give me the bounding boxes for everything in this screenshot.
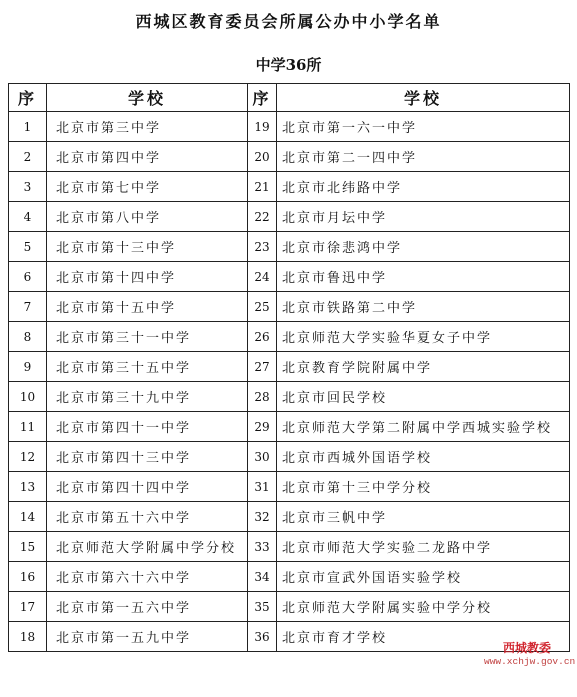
school-name-cell: 北京市第一五九中学 <box>47 622 248 652</box>
school-name-cell: 北京市第四中学 <box>47 142 248 172</box>
school-name-cell: 北京市第一五六中学 <box>47 592 248 622</box>
row-number-cell: 3 <box>9 172 47 202</box>
school-name-cell: 北京师范大学实验华夏女子中学 <box>277 322 570 352</box>
header-number-right: 序 <box>248 84 277 112</box>
school-name-cell: 北京市第三中学 <box>47 112 248 142</box>
school-name-cell: 北京市月坛中学 <box>277 202 570 232</box>
table-row <box>9 502 570 532</box>
row-number-cell: 12 <box>9 442 47 472</box>
row-number-cell: 30 <box>248 442 277 472</box>
school-name-cell: 北京师范大学第二附属中学西城实验学校 <box>277 412 570 442</box>
school-name-cell: 北京市第十四中学 <box>47 262 248 292</box>
row-number-cell: 17 <box>9 592 47 622</box>
table-row <box>9 622 570 652</box>
row-number-cell: 22 <box>248 202 277 232</box>
table-row <box>9 532 570 562</box>
table-row <box>9 292 570 322</box>
row-number-cell: 26 <box>248 322 277 352</box>
row-number-cell: 19 <box>248 112 277 142</box>
table-row <box>9 262 570 292</box>
row-number-cell: 34 <box>248 562 277 592</box>
school-name-cell: 北京市师范大学实验二龙路中学 <box>277 532 570 562</box>
table-row <box>9 472 570 502</box>
table-header-row <box>9 84 570 112</box>
school-name-cell: 北京市鲁迅中学 <box>277 262 570 292</box>
school-name-cell: 北京市第一六一中学 <box>277 112 570 142</box>
school-name-cell: 北京市第二一四中学 <box>277 142 570 172</box>
row-number-cell: 13 <box>9 472 47 502</box>
school-name-cell: 北京市第十三中学分校 <box>277 472 570 502</box>
row-number-cell: 15 <box>9 532 47 562</box>
row-number-cell: 8 <box>9 322 47 352</box>
school-name-cell: 北京市第三十一中学 <box>47 322 248 352</box>
row-number-cell: 1 <box>9 112 47 142</box>
school-name-cell: 北京市第十五中学 <box>47 292 248 322</box>
row-number-cell: 2 <box>9 142 47 172</box>
table-row <box>9 592 570 622</box>
school-name-cell: 北京市徐悲鸿中学 <box>277 232 570 262</box>
row-number-cell: 32 <box>248 502 277 532</box>
table-row <box>9 232 570 262</box>
school-name-cell: 北京市西城外国语学校 <box>277 442 570 472</box>
school-name-cell: 北京教育学院附属中学 <box>277 352 570 382</box>
row-number-cell: 7 <box>9 292 47 322</box>
row-number-cell: 5 <box>9 232 47 262</box>
school-name-cell: 北京市第四十四中学 <box>47 472 248 502</box>
row-number-cell: 28 <box>248 382 277 412</box>
document-subtitle: 中学36所 <box>255 56 322 74</box>
school-name-cell: 北京师范大学附属实验中学分校 <box>277 592 570 622</box>
table-row <box>9 442 570 472</box>
table-row <box>9 412 570 442</box>
header-school-right: 学校 <box>277 84 570 112</box>
school-list-table <box>8 83 570 652</box>
row-number-cell: 35 <box>248 592 277 622</box>
table-body <box>9 112 570 652</box>
document-title: 西城区教育委员会所属公办中小学名单 <box>135 12 442 31</box>
row-number-cell: 33 <box>248 532 277 562</box>
row-number-cell: 6 <box>9 262 47 292</box>
row-number-cell: 9 <box>9 352 47 382</box>
school-name-cell: 北京市三帆中学 <box>277 502 570 532</box>
school-name-cell: 北京市第十三中学 <box>47 232 248 262</box>
table-row <box>9 142 570 172</box>
row-number-cell: 27 <box>248 352 277 382</box>
row-number-cell: 14 <box>9 502 47 532</box>
row-number-cell: 36 <box>248 622 277 652</box>
table-row <box>9 172 570 202</box>
header-number-left: 序 <box>9 84 47 112</box>
row-number-cell: 24 <box>248 262 277 292</box>
table-row <box>9 112 570 142</box>
row-number-cell: 25 <box>248 292 277 322</box>
watermark-url: www.xchjw.gov.cn <box>484 656 576 667</box>
table-row <box>9 202 570 232</box>
school-name-cell: 北京市回民学校 <box>277 382 570 412</box>
school-name-cell: 北京市第三十五中学 <box>47 352 248 382</box>
table-row <box>9 322 570 352</box>
table-row <box>9 352 570 382</box>
school-name-cell: 北京市第四十一中学 <box>47 412 248 442</box>
table-row <box>9 382 570 412</box>
row-number-cell: 16 <box>9 562 47 592</box>
school-name-cell: 北京市铁路第二中学 <box>277 292 570 322</box>
school-name-cell: 北京市第四十三中学 <box>47 442 248 472</box>
header-school-left: 学校 <box>47 84 248 112</box>
row-number-cell: 29 <box>248 412 277 442</box>
school-name-cell: 北京市第八中学 <box>47 202 248 232</box>
row-number-cell: 11 <box>9 412 47 442</box>
school-name-cell: 北京市宣武外国语实验学校 <box>277 562 570 592</box>
row-number-cell: 18 <box>9 622 47 652</box>
watermark-logo-text: 西城教委 <box>503 641 552 655</box>
school-name-cell: 北京市北纬路中学 <box>277 172 570 202</box>
school-name-cell: 北京师范大学附属中学分校 <box>47 532 248 562</box>
school-name-cell: 北京市第七中学 <box>47 172 248 202</box>
row-number-cell: 10 <box>9 382 47 412</box>
table-row <box>9 562 570 592</box>
school-name-cell: 北京市第六十六中学 <box>47 562 248 592</box>
school-name-cell: 北京市第五十六中学 <box>47 502 248 532</box>
school-name-cell: 北京市育才学校 <box>277 622 570 652</box>
row-number-cell: 4 <box>9 202 47 232</box>
row-number-cell: 21 <box>248 172 277 202</box>
row-number-cell: 31 <box>248 472 277 502</box>
row-number-cell: 20 <box>248 142 277 172</box>
row-number-cell: 23 <box>248 232 277 262</box>
school-name-cell: 北京市第三十九中学 <box>47 382 248 412</box>
